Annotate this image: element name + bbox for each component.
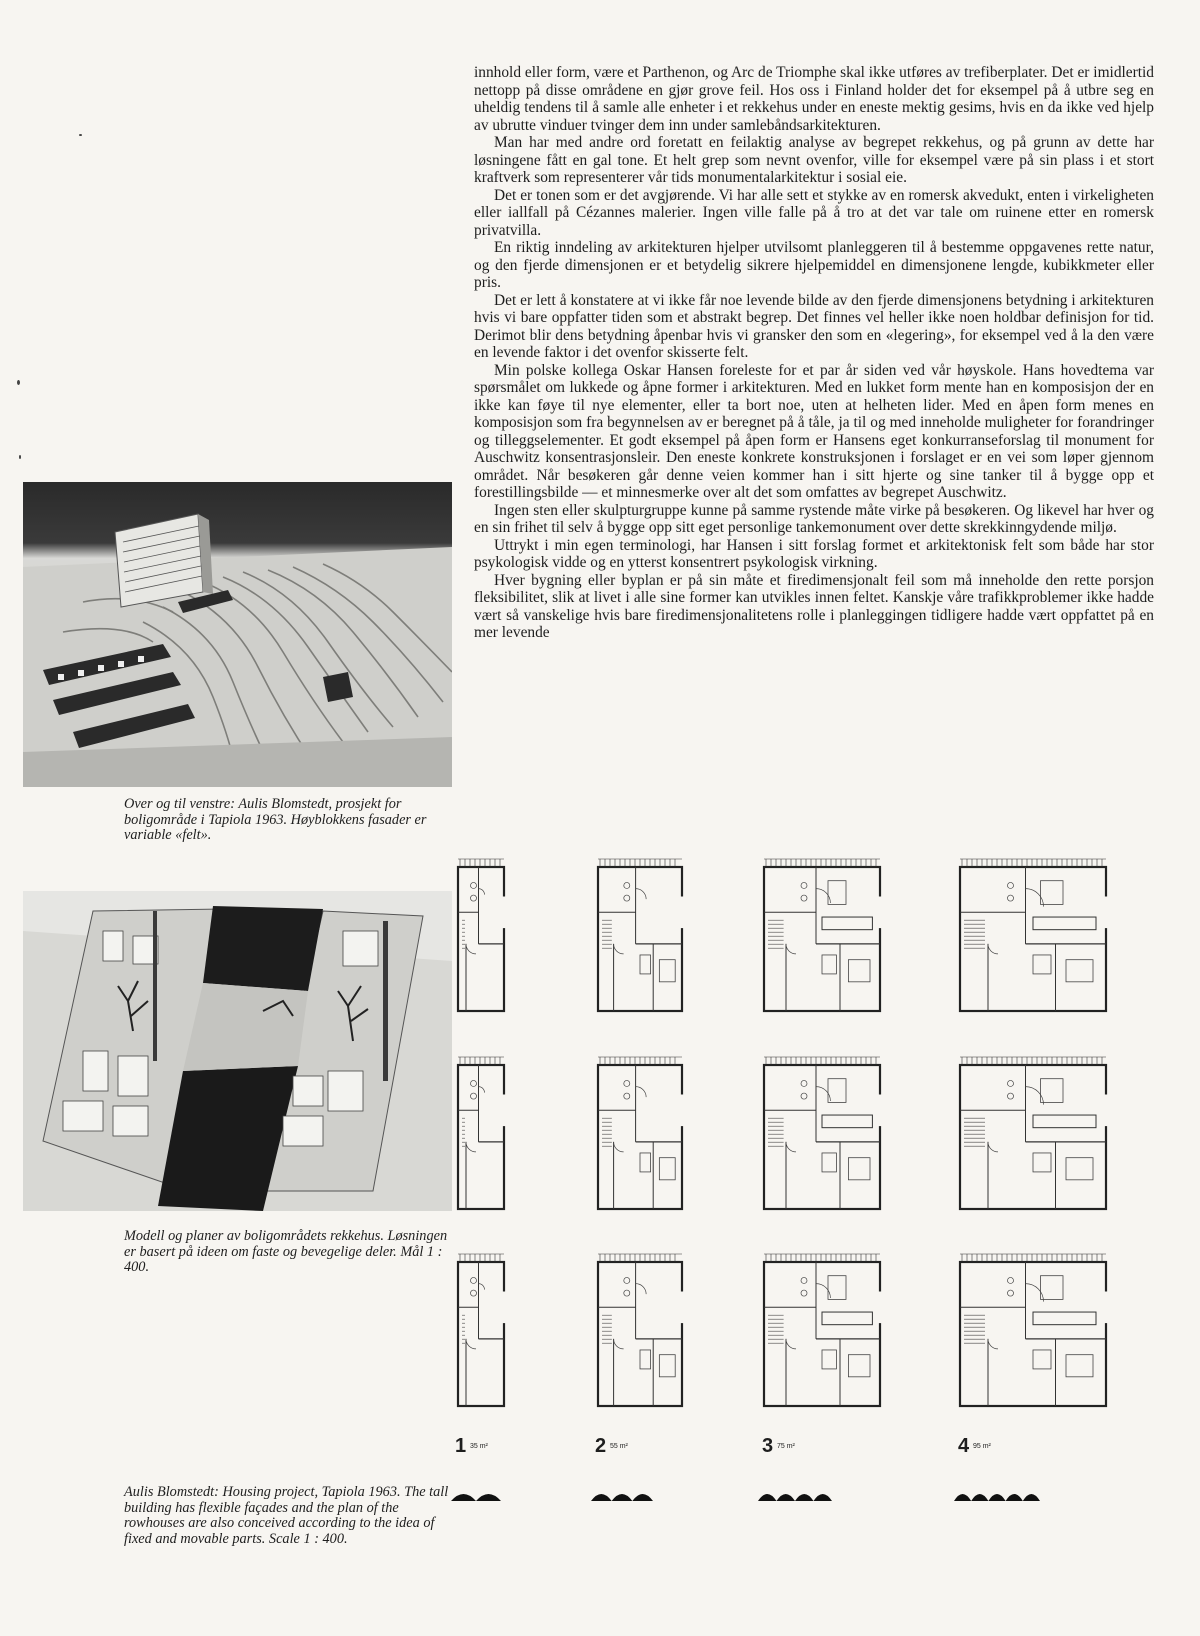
print-speck bbox=[19, 455, 21, 459]
floor-plan bbox=[762, 857, 882, 1015]
wave-decoration bbox=[954, 1489, 1040, 1503]
rowhouse-model-photo bbox=[23, 891, 452, 1211]
paragraph: Man har med andre ord foretatt en feilaktig analyse av begrepet rekkehus, og på grunn av dette har løsningene fått en gal tone. Et helt grep som nevnt ovenfor, ville for eksempel være på sin plass i et stort kraftverk som representerer vår tids monumentalarkitektur i sosial eie. bbox=[474, 134, 1154, 186]
article-body bbox=[474, 64, 1154, 642]
plan-area-label: 95 m² bbox=[973, 1443, 991, 1450]
floor-plan bbox=[958, 1252, 1108, 1410]
floor-plan bbox=[596, 1252, 684, 1410]
plan-area-label: 75 m² bbox=[777, 1443, 795, 1450]
print-speck bbox=[17, 380, 20, 385]
plan-type-number: 4 bbox=[958, 1435, 970, 1457]
floor-plan bbox=[762, 1252, 882, 1410]
paragraph: Ingen sten eller skulpturgruppe kunne på samme rystende måte virke på besøkeren. Og likevel har hver og en sin frihet til selv å bygge opp sitt eget personlige tankemonument over dette skrekkinngydende miljø. bbox=[474, 501, 1154, 536]
floor-plan bbox=[456, 1055, 506, 1213]
paragraph: innhold eller form, være et Parthenon, og Arc de Triomphe skal ikke utføres av trefiberplater. Det er imidlertid nettopp på disse områdene en gjør grove feil. Hos oss i Finland holder det for eksempel på å utbre seg en uheldig tendens til å samle alle enheter i et rekkehus under en eneste mektig gesims, hvis en da ikke ved hjelp av ubrutte vinduer tvinger dem inn under samlebåndsarkitekturen. bbox=[474, 64, 1154, 134]
site-model-photo bbox=[23, 482, 452, 787]
floor-plan bbox=[958, 857, 1108, 1015]
floor-plan bbox=[958, 1055, 1108, 1213]
floor-plan bbox=[762, 1055, 882, 1213]
plan-area-label: 55 m² bbox=[610, 1443, 628, 1450]
plan-type-number: 1 bbox=[455, 1435, 467, 1457]
photo-caption: Modell og planer av boligområdets rekkehus. Løsningen er basert på ideen om faste og bevegelige deler. Mål 1 : 400. bbox=[124, 1228, 448, 1276]
wave-decoration bbox=[758, 1489, 832, 1503]
plan-type-number: 3 bbox=[762, 1435, 774, 1457]
wave-decoration bbox=[591, 1489, 653, 1503]
paragraph: Hver bygning eller byplan er på sin måte et firedimensjonalt feil som må inneholde den rette porsjon fleksibilitet, slik at livet i alle sine former kan utvikles innen feltet. Kanskje våre trafikkproblemer ikke hadde vært så vanskelige hvis bare firedimensjonalitetens rolle i planleggingen tidligere hadde vært oppfattet på en mer levende bbox=[474, 571, 1154, 641]
print-speck bbox=[79, 134, 82, 136]
english-caption: Aulis Blomstedt: Housing project, Tapiola 1963. The tall building has flexible façades and the plan of the rowhouses are also conceived according to the idea of fixed and movable parts. Scale 1 : 400. bbox=[124, 1484, 449, 1547]
floor-plan bbox=[456, 1252, 506, 1410]
floor-plan bbox=[596, 1055, 684, 1213]
paragraph: Min polske kollega Oskar Hansen foreleste for et par år siden ved vår høyskole. Hans hovedtema var spørsmålet om lukkede og åpne former i arkitekturen. Med en lukket form mente han en komposisjon der en ikke kan føye til nye elementer, eller ta bort noe, uten at helheten lider. Med en åpen form menes en komposisjon som fra begynnelsen av er beregnet på å tåle, ja til og med inneholde muligheter for forandringer og tilleggselementer. Et godt eksempel på åpen form er Hansens eget konkurranseforslag til monument for Auschwitz konsentrasjonsleir. Den eneste konkrete konstruksjonen i forslaget er en vei som løper gjennom området. Når besøkeren går denne veien kommer han i sitt hjerte og sine tanker til å bygge opp et forestillingsbilde — et minnesmerke over alt det som omfattes av begrepet Auschwitz. bbox=[474, 361, 1154, 501]
paragraph: Det er tonen som er det avgjørende. Vi har alle sett et stykke av en romersk akvedukt, enten i virkeligheten eller iallfall på Cézannes malerier. Ingen ville falle på å tro at det var tale om ruinene etter en romersk privatvilla. bbox=[474, 186, 1154, 239]
wave-decoration bbox=[451, 1489, 501, 1503]
plan-type-number: 2 bbox=[595, 1435, 607, 1457]
floor-plan bbox=[596, 857, 684, 1015]
photo-caption: Over og til venstre: Aulis Blomstedt, prosjekt for boligområde i Tapiola 1963. Høyblokkens fasader er variable «felt». bbox=[124, 796, 427, 844]
paragraph: En riktig inndeling av arkitekturen hjelper utvilsomt planleggeren til å bestemme oppgavenes rette natur, og den fjerde dimensjonen er et betydelig sikrere hjelpemiddel en dimensjonene lengde, kubikkmeter eller pris. bbox=[474, 239, 1154, 291]
paragraph: Uttrykt i min egen terminologi, har Hansen i sitt forslag formet et arkitektonisk felt som både har stor psykologisk vidde og en ytterst konsentrert psykologisk virkning. bbox=[474, 536, 1154, 571]
plan-area-label: 35 m² bbox=[470, 1443, 488, 1450]
paragraph: Det er lett å konstatere at vi ikke får noe levende bilde av den fjerde dimensjonens betydning i arkitekturen hvis vi bare oppfatter tiden som et abstrakt begrep. Det finnes vel heller ikke noen holdbar definisjon for tid. Derimot blir dens betydning åpenbar hvis vi gransker den som en «legering», for eksempel ved å la den være en levende faktor i det ovenfor skisserte felt. bbox=[474, 291, 1154, 361]
floor-plan bbox=[456, 857, 506, 1015]
